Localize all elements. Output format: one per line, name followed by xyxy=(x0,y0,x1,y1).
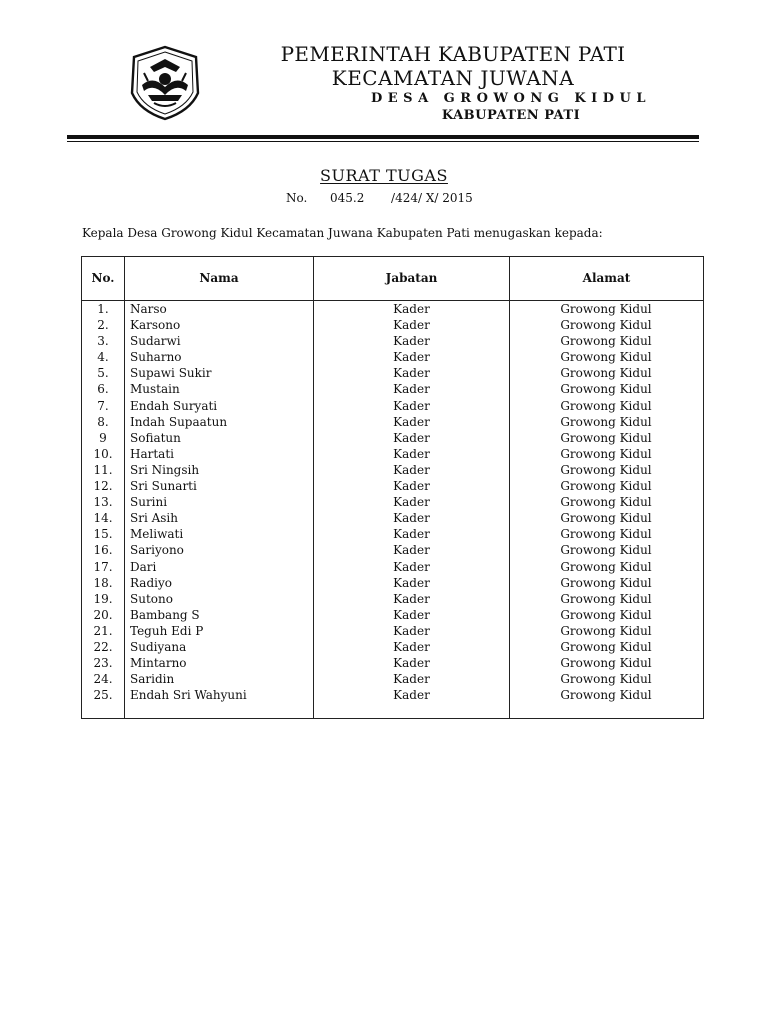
cell-address: Growong Kidul xyxy=(560,366,652,381)
cell-name: Radiyo xyxy=(130,575,172,590)
cell-name: Endah Sri Wahyuni xyxy=(130,688,247,703)
cell-position: Kader xyxy=(393,382,430,397)
cell-name: Sri Ningsih xyxy=(130,462,200,477)
table-row xyxy=(82,591,703,607)
cell-number: 5. xyxy=(97,366,109,381)
table-row xyxy=(82,526,703,542)
cell-address: Growong Kidul xyxy=(560,318,652,333)
cell-number: 8. xyxy=(97,414,109,429)
cell-name: Saridin xyxy=(130,672,175,687)
column-header-no: No. xyxy=(91,271,115,285)
cell-name: Sri Asih xyxy=(130,511,178,526)
letterhead-district: KECAMATAN JUWANA xyxy=(331,66,575,90)
cell-position: Kader xyxy=(393,318,430,333)
cell-number: 16. xyxy=(93,543,113,558)
cell-number: 11. xyxy=(93,462,113,477)
table-row xyxy=(82,446,703,462)
cell-number: 23. xyxy=(93,656,113,671)
cell-name: Suharno xyxy=(130,350,182,365)
cell-position: Kader xyxy=(393,366,430,381)
table-row xyxy=(82,687,703,703)
cell-position: Kader xyxy=(393,511,430,526)
table-row xyxy=(82,365,703,381)
cell-address: Growong Kidul xyxy=(560,446,652,461)
cell-name: Narso xyxy=(130,302,167,316)
cell-address: Growong Kidul xyxy=(560,430,652,445)
cell-number: 18. xyxy=(93,575,113,590)
cell-name: Supawi Sukir xyxy=(130,366,212,381)
cell-position: Kader xyxy=(393,527,430,542)
cell-address: Growong Kidul xyxy=(560,414,652,429)
cell-position: Kader xyxy=(393,462,430,477)
table-row xyxy=(82,349,703,365)
cell-address: Growong Kidul xyxy=(560,672,652,687)
table-row xyxy=(82,462,703,478)
cell-number: 1. xyxy=(97,302,109,316)
cell-address: Growong Kidul xyxy=(560,559,652,574)
cell-address: Growong Kidul xyxy=(560,623,652,638)
cell-position: Kader xyxy=(393,688,430,703)
cell-number: 6. xyxy=(97,382,109,397)
letterhead-government: PEMERINTAH KABUPATEN PATI xyxy=(280,42,626,66)
cell-address: Growong Kidul xyxy=(560,479,652,494)
table-row xyxy=(82,414,703,430)
table-row xyxy=(82,301,703,317)
table-row xyxy=(82,575,703,591)
cell-address: Growong Kidul xyxy=(560,398,652,413)
cell-position: Kader xyxy=(393,591,430,606)
cell-position: Kader xyxy=(393,495,430,510)
table-row xyxy=(82,494,703,510)
table-row xyxy=(82,542,703,558)
table-row xyxy=(82,671,703,687)
intro-paragraph: Kepala Desa Growong Kidul Kecamatan Juwana Kabupaten Pati menugaskan kepada: xyxy=(82,226,603,240)
cell-position: Kader xyxy=(393,430,430,445)
cell-position: Kader xyxy=(393,639,430,654)
cell-number: 19. xyxy=(93,591,113,606)
cell-number: 17. xyxy=(93,559,113,574)
cell-address: Growong Kidul xyxy=(560,656,652,671)
cell-position: Kader xyxy=(393,672,430,687)
cell-number: 7. xyxy=(97,398,109,413)
table-body xyxy=(82,301,703,703)
cell-name: Indah Supaatun xyxy=(130,414,228,429)
cell-name: Endah Suryati xyxy=(130,398,218,413)
cell-number: 20. xyxy=(93,607,113,622)
letterhead-regency: KABUPATEN PATI xyxy=(441,108,581,123)
cell-name: Dari xyxy=(130,559,157,574)
cell-position: Kader xyxy=(393,543,430,558)
cell-name: Sri Sunarti xyxy=(130,479,197,494)
cell-position: Kader xyxy=(393,302,430,316)
cell-address: Growong Kidul xyxy=(560,527,652,542)
cell-address: Growong Kidul xyxy=(560,607,652,622)
staff-table xyxy=(81,256,704,719)
cell-name: Sudarwi xyxy=(130,334,181,349)
cell-address: Growong Kidul xyxy=(560,302,652,316)
letterhead-divider-thick xyxy=(67,135,699,139)
table-row xyxy=(82,317,703,333)
regency-emblem-icon xyxy=(128,45,202,121)
column-header-position: Jabatan xyxy=(385,271,438,285)
cell-position: Kader xyxy=(393,414,430,429)
cell-position: Kader xyxy=(393,623,430,638)
table-row xyxy=(82,559,703,575)
cell-address: Growong Kidul xyxy=(560,334,652,349)
table-row xyxy=(82,381,703,397)
cell-position: Kader xyxy=(393,479,430,494)
cell-position: Kader xyxy=(393,559,430,574)
document-number xyxy=(286,191,473,205)
cell-position: Kader xyxy=(393,334,430,349)
table-row xyxy=(82,623,703,639)
cell-name: Karsono xyxy=(130,318,181,333)
cell-address: Growong Kidul xyxy=(560,639,652,654)
cell-name: Sofiatun xyxy=(130,430,181,445)
cell-address: Growong Kidul xyxy=(560,591,652,606)
document-number-value: 045.2 /424/ X/ 2015 xyxy=(330,191,473,205)
cell-name: Hartati xyxy=(130,446,174,461)
cell-address: Growong Kidul xyxy=(560,688,652,703)
cell-address: Growong Kidul xyxy=(560,462,652,477)
cell-name: Sudiyana xyxy=(130,639,187,654)
cell-name: Sariyono xyxy=(130,543,184,558)
cell-position: Kader xyxy=(393,656,430,671)
column-header-address: Alamat xyxy=(582,271,631,285)
cell-number: 12. xyxy=(93,479,113,494)
cell-name: Sutono xyxy=(130,591,173,606)
table-row xyxy=(82,639,703,655)
table-row xyxy=(82,510,703,526)
cell-number: 25. xyxy=(93,688,113,703)
cell-address: Growong Kidul xyxy=(560,511,652,526)
cell-name: Mintarno xyxy=(130,656,187,671)
document-number-label: No. xyxy=(286,191,308,205)
cell-name: Bambang S xyxy=(130,607,200,622)
cell-number: 10. xyxy=(93,446,113,461)
cell-number: 4. xyxy=(97,350,109,365)
letterhead-village: DESA GROWONG KIDUL xyxy=(371,91,651,106)
cell-position: Kader xyxy=(393,350,430,365)
table-row xyxy=(82,430,703,446)
cell-number: 3. xyxy=(97,334,109,349)
cell-address: Growong Kidul xyxy=(560,350,652,365)
cell-address: Growong Kidul xyxy=(560,495,652,510)
cell-position: Kader xyxy=(393,575,430,590)
cell-number: 14. xyxy=(93,511,113,526)
table-row xyxy=(82,655,703,671)
cell-number: 22. xyxy=(93,639,113,654)
table-row xyxy=(82,478,703,494)
table-row xyxy=(82,607,703,623)
cell-name: Meliwati xyxy=(130,527,184,542)
table-row xyxy=(82,333,703,349)
cell-number: 2. xyxy=(97,318,109,333)
cell-position: Kader xyxy=(393,398,430,413)
cell-position: Kader xyxy=(393,607,430,622)
cell-address: Growong Kidul xyxy=(560,543,652,558)
cell-name: Teguh Edi P xyxy=(130,623,204,638)
cell-number: 15. xyxy=(93,527,113,542)
document-title: SURAT TUGAS xyxy=(320,166,448,185)
cell-address: Growong Kidul xyxy=(560,575,652,590)
cell-name: Mustain xyxy=(130,382,180,397)
cell-position: Kader xyxy=(393,446,430,461)
cell-number: 24. xyxy=(93,672,113,687)
letterhead-divider-thin xyxy=(67,141,699,142)
column-header-name: Nama xyxy=(199,271,239,285)
cell-address: Growong Kidul xyxy=(560,382,652,397)
table-row xyxy=(82,398,703,414)
cell-number: 13. xyxy=(93,495,113,510)
cell-number: 9 xyxy=(99,430,107,445)
cell-number: 21. xyxy=(93,623,113,638)
cell-name: Surini xyxy=(130,495,168,510)
